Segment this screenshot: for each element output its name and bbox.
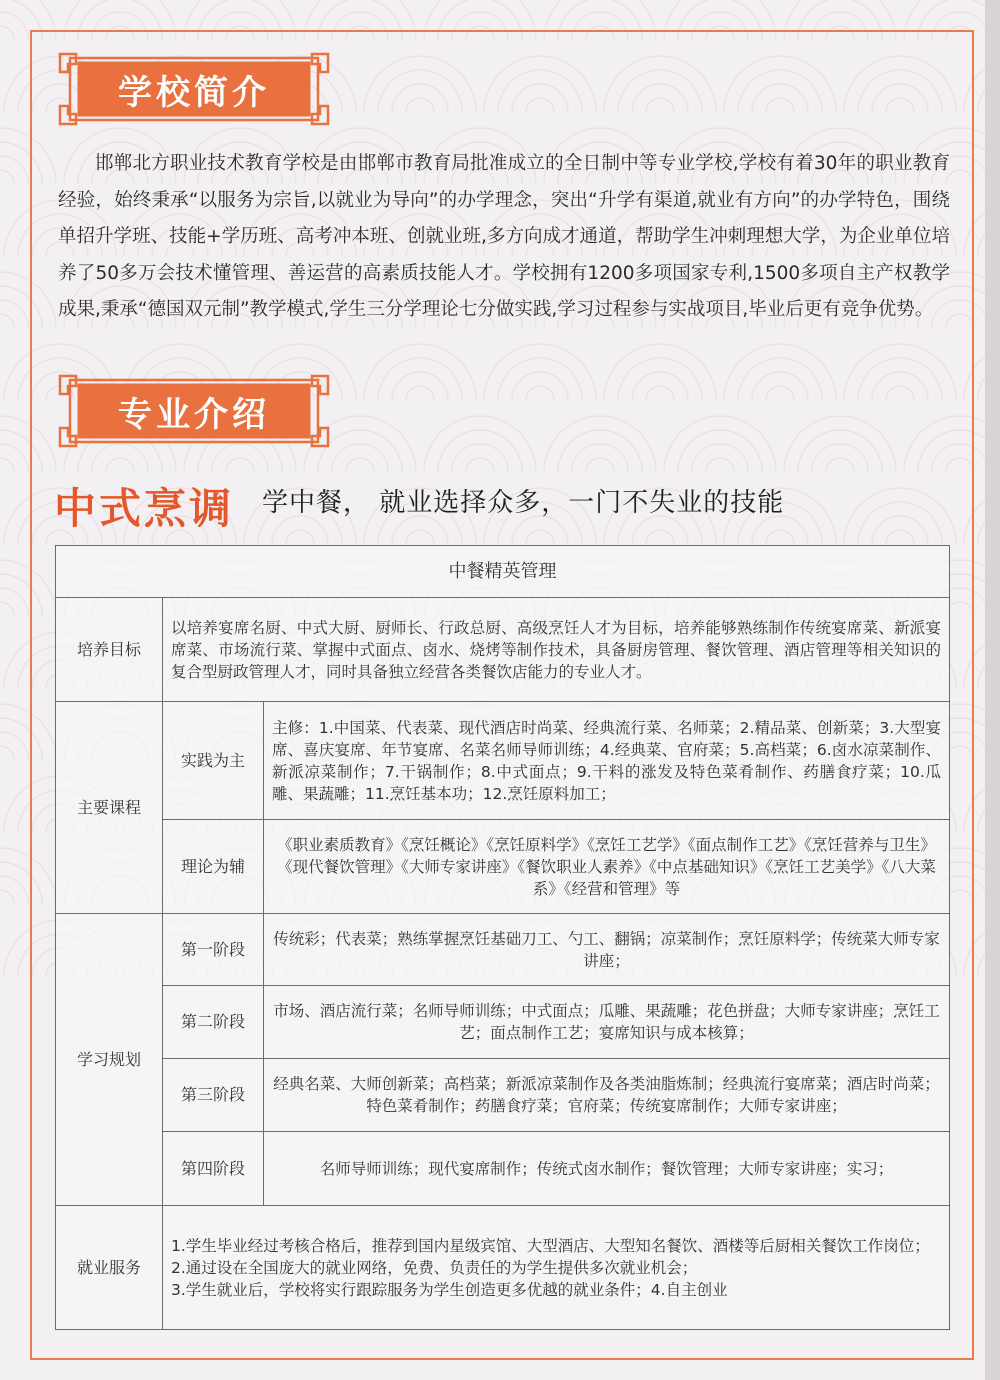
section-title: 专业介绍: [118, 394, 270, 435]
row-label-jobs: 就业服务: [56, 1206, 163, 1330]
table-row: [56, 702, 950, 820]
list-item: 2.通过设在全国庞大的就业网络，免费、负责任的为学生提供多次就业机会；: [171, 1258, 698, 1277]
stage-label: 第四阶段: [163, 1132, 264, 1206]
stage-label: 第二阶段: [163, 986, 264, 1059]
table-row: [56, 598, 950, 702]
stage-text: 市场、酒店流行菜；名师导师训练；中式面点；瓜雕、果蔬雕；花色拼盘；大师专家讲座；烹饪工艺；面点制作工艺；宴席知识与成本核算；: [264, 986, 950, 1059]
table-row: [56, 1206, 950, 1330]
table-row: [56, 986, 950, 1059]
section-heading-school-intro: [56, 52, 332, 126]
school-intro-paragraph: 邯郸北方职业技术教育学校是由邯郸市教育局批准成立的全日制中等专业学校,学校有着30年的职业教育经验，始终秉承“以服务为宗旨,以就业为导向”的办学理念，突出“升学有渠道,就业有方向”的办学特色，围绕单招升学班、技能+学历班、高考冲本班、创就业班,多方向成才通道，帮助学生冲刺理想大学，为企业单位培养了50多万会技术懂管理、善运营的高素质技能人才。学校拥有1200多项国家专利,1500多项自主产权教学成果,秉承“德国双元制”教学模式,学生三分学理论七分做实践,学习过程参与实战项目,毕业后更有竞争优势。: [58, 153, 950, 321]
sub-label-theory: 理论为辅: [163, 820, 264, 914]
table-row: [56, 1059, 950, 1132]
major-name: 中式烹调: [54, 484, 235, 533]
section-heading-major-intro: [56, 374, 332, 448]
table-row: [56, 546, 950, 598]
table-row: [56, 1132, 950, 1206]
list-item: 3.学生就业后，学校将实行跟踪服务为学生创造更多优越的就业条件；4.自主创业: [171, 1280, 728, 1299]
stage-label: 第一阶段: [163, 914, 264, 986]
list-item: 1.学生毕业经过考核合格后，推荐到国内星级宾馆、大型酒店、大型知名餐饮、酒楼等后厨相关餐饮工作岗位；: [171, 1236, 930, 1255]
curriculum-table: [55, 545, 950, 1330]
sub-label-practice: 实践为主: [163, 702, 264, 820]
major-slogan: 学中餐， 就业选择众多，一门不失业的技能: [262, 488, 785, 518]
stage-label: 第三阶段: [163, 1059, 264, 1132]
row-label-courses: 主要课程: [56, 702, 163, 914]
goal-text: 以培养宴席名厨、中式大厨、厨师长、行政总厨、高级烹饪人才为目标，培养能够熟练制作传统宴席菜、新派宴席菜、市场流行菜、掌握中式面点、卤水、烧烤等制作技术，具备厨房管理、餐饮管理、酒店管理等相关知识的复合型厨政管理人才，同时具备独立经营各类餐饮店能力的专业人才。: [163, 598, 950, 702]
table-title: 中餐精英管理: [56, 546, 950, 598]
jobs-text: [163, 1206, 950, 1330]
theory-text: 《职业素质教育》《烹饪概论》《烹饪原料学》《烹饪工艺学》《面点制作工艺》《烹饪营养与卫生》《现代餐饮管理》《大师专家讲座》《餐饮职业人素养》《中点基础知识》《烹饪工艺美学》《八大菜系》《经营和管理》等: [264, 820, 950, 914]
row-label-goal: 培养目标: [56, 598, 163, 702]
row-label-plan: 学习规划: [56, 914, 163, 1206]
stage-text: 经典名菜、大师创新菜；高档菜；新派凉菜制作及各类油脂炼制；经典流行宴席菜；酒店时尚菜；特色菜肴制作；药膳食疗菜；官府菜；传统宴席制作；大师专家讲座；: [264, 1059, 950, 1132]
section-title: 学校简介: [118, 72, 270, 113]
stage-text: 传统彩；代表菜；熟练掌握烹饪基础刀工、勺工、翻锅；凉菜制作；烹饪原料学；传统菜大师专家讲座；: [264, 914, 950, 986]
table-row: [56, 820, 950, 914]
practice-text: 主修：1.中国菜、代表菜、现代酒店时尚菜、经典流行菜、名师菜；2.精品菜、创新菜；3.大型宴席、喜庆宴席、年节宴席、名菜名师导师训练；4.经典菜、官府菜；5.高档菜；6.卤水凉菜制作、新派凉菜制作；7.干锅制作；8.中式面点；9.干料的涨发及特色菜肴制作、药膳食疗菜；10.瓜雕、果蔬雕；11.烹饪基本功；12.烹饪原料加工；: [264, 702, 950, 820]
table-row: [56, 914, 950, 986]
stage-text: 名师导师训练；现代宴席制作；传统式卤水制作；餐饮管理；大师专家讲座；实习；: [264, 1132, 950, 1206]
